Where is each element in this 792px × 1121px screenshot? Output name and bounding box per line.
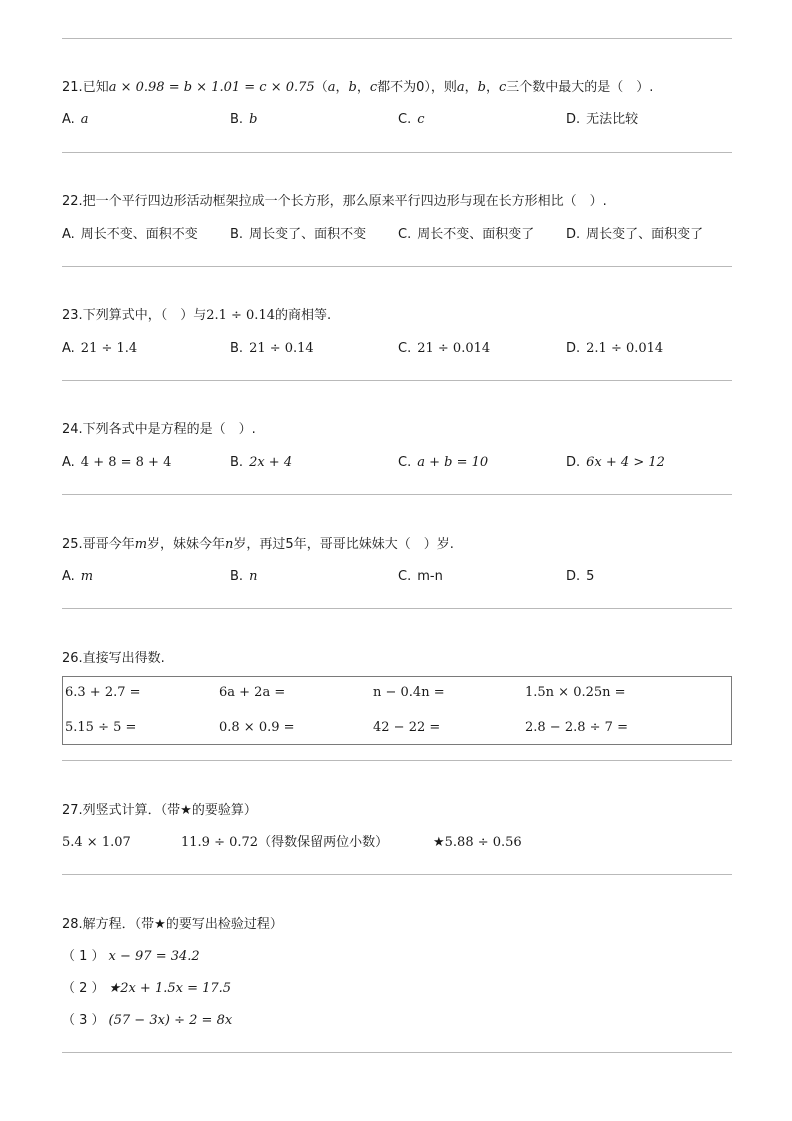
calc-item: 1.5n × 0.25n = <box>525 685 626 700</box>
option-d[interactable]: D. 2.1 ÷ 0.014 <box>566 341 664 356</box>
calc-item: 42 − 22 = <box>373 720 441 735</box>
calc-item: ★5.88 ÷ 0.56 <box>433 835 522 850</box>
divider <box>62 1052 732 1053</box>
option-b[interactable]: B. b <box>230 112 258 127</box>
option-b[interactable]: B. n <box>230 569 258 584</box>
option-b[interactable]: B. 周长变了、面积不变 <box>230 227 367 242</box>
question-22-stem: 22.把一个平行四边形活动框架拉成一个长方形，那么原来平行四边形与现在长方形相比（ ）. <box>62 194 607 209</box>
option-a[interactable]: A. a <box>62 112 89 127</box>
option-c[interactable]: C. m-n <box>398 569 443 584</box>
option-a[interactable]: A. m <box>62 569 94 584</box>
calc-item: 2.8 − 2.8 ÷ 7 = <box>525 720 628 735</box>
divider <box>62 38 732 39</box>
equation-item: （ 1 ） x − 97 = 34.2 <box>62 949 200 964</box>
calc-item: 5.15 ÷ 5 = <box>65 720 137 735</box>
divider <box>62 760 732 761</box>
option-c[interactable]: C. a + b = 10 <box>398 455 489 470</box>
divider <box>62 494 732 495</box>
question-24-stem: 24.下列各式中是方程的是（ ）. <box>62 422 256 437</box>
equation-item: （ 3 ） (57 − 3x) ÷ 2 = 8x <box>62 1013 233 1028</box>
question-25-stem: 25.哥哥今年m岁，妹妹今年n岁，再过5年，哥哥比妹妹大（ ）岁. <box>62 537 454 552</box>
question-24-options <box>62 454 732 472</box>
question-23-stem: 23.下列算式中，（ ）与2.1 ÷ 0.14的商相等. <box>62 308 332 323</box>
calc-item: 6a + 2a = <box>219 685 286 700</box>
question-27-stem: 27.列竖式计算．（带★的要验算） <box>62 803 257 818</box>
option-a[interactable]: A. 周长不变、面积不变 <box>62 227 198 242</box>
option-a[interactable]: A. 4 + 8 = 8 + 4 <box>62 455 172 470</box>
divider <box>62 380 732 381</box>
mental-math-table <box>62 676 732 745</box>
option-c[interactable]: C. c <box>398 112 425 127</box>
question-26-stem: 26.直接写出得数. <box>62 651 165 666</box>
question-27-items <box>62 834 732 852</box>
option-d[interactable]: D. 周长变了、面积变了 <box>566 227 704 242</box>
question-28-stem: 28.解方程．（带★的要写出检验过程） <box>62 917 283 932</box>
divider <box>62 874 732 875</box>
question-21-options <box>62 111 732 129</box>
question-25-options <box>62 568 732 586</box>
calc-item: 11.9 ÷ 0.72（得数保留两位小数） <box>181 835 389 850</box>
calc-item: 0.8 × 0.9 = <box>219 720 295 735</box>
calc-item: 6.3 + 2.7 = <box>65 685 141 700</box>
divider <box>62 608 732 609</box>
option-b[interactable]: B. 21 ÷ 0.14 <box>230 341 314 356</box>
question-22-options <box>62 226 732 244</box>
calc-item: n − 0.4n = <box>373 685 445 700</box>
option-a[interactable]: A. 21 ÷ 1.4 <box>62 341 138 356</box>
option-c[interactable]: C. 周长不变、面积变了 <box>398 227 535 242</box>
equation-item: （ 2 ） ★2x + 1.5x = 17.5 <box>62 981 232 996</box>
option-b[interactable]: B. 2x + 4 <box>230 455 293 470</box>
option-d[interactable]: D. 5 <box>566 569 595 584</box>
question-21-stem: 21.已知a × 0.98 = b × 1.01 = c × 0.75（a，b，c都不为0），则a，b，c三个数中最大的是（ ）. <box>62 80 654 95</box>
calc-item: 5.4 × 1.07 <box>62 835 131 850</box>
option-c[interactable]: C. 21 ÷ 0.014 <box>398 341 491 356</box>
divider <box>62 152 732 153</box>
question-23-options <box>62 340 732 358</box>
divider <box>62 266 732 267</box>
option-d[interactable]: D. 无法比较 <box>566 112 639 127</box>
option-d[interactable]: D. 6x + 4 > 12 <box>566 455 665 470</box>
